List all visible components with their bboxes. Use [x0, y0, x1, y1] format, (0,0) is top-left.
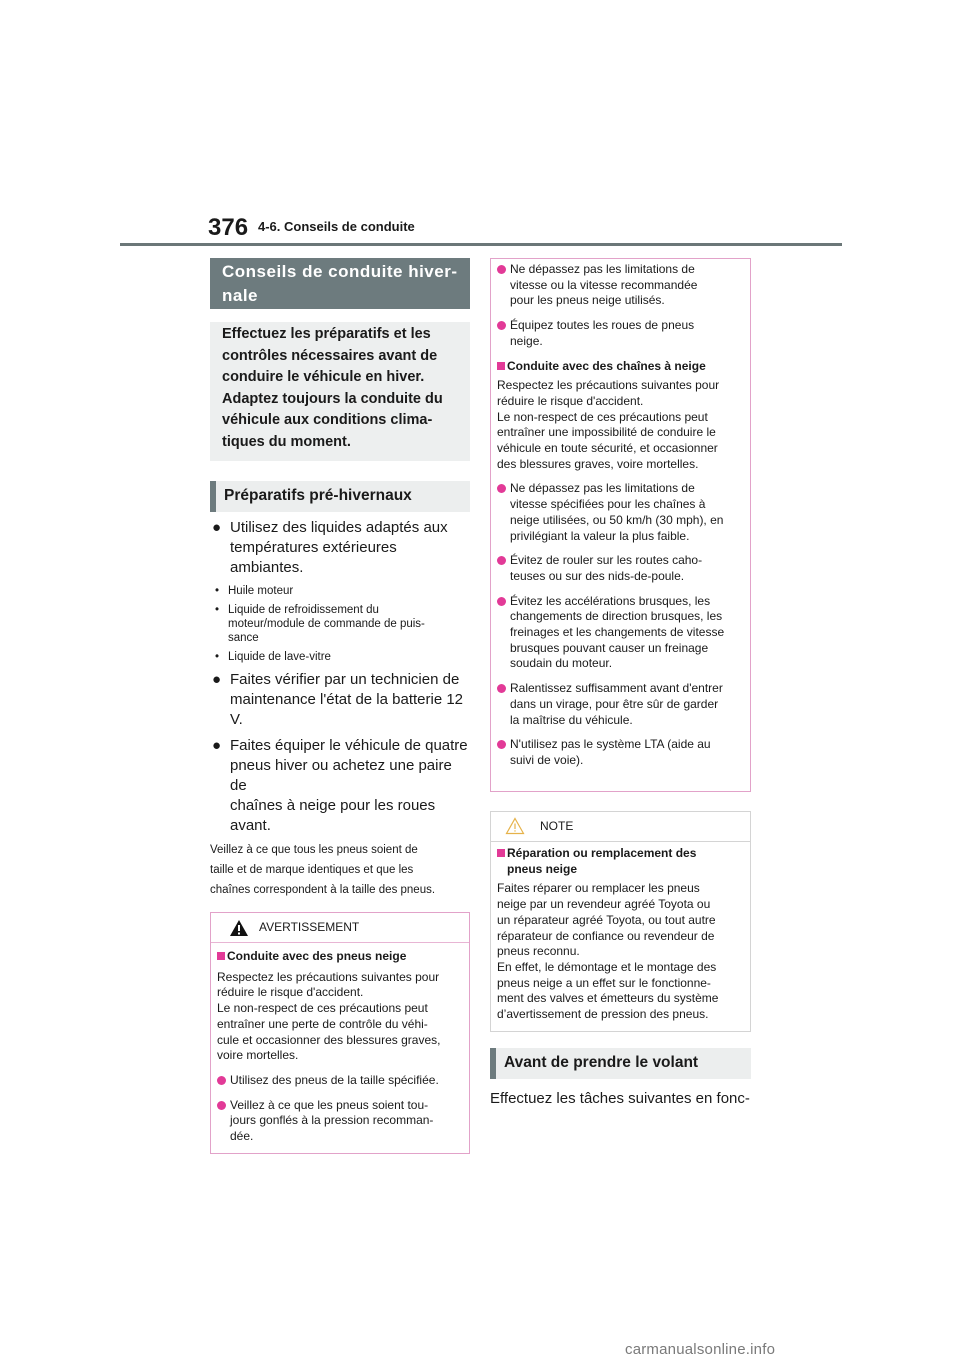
chains-bullet-line: la maîtrise du véhicule. [510, 712, 633, 727]
note-line: ment des valves et émetteurs du système [497, 991, 719, 1006]
small-bullet-icon: • [215, 604, 220, 616]
list-item [210, 603, 470, 645]
small-bullet-icon: • [215, 651, 220, 663]
chains-bullet-line: suivi de voie). [510, 752, 584, 767]
chains-bullet-line: soudain du moteur. [510, 656, 613, 671]
note-line: En effet, le démontage et le montage des [497, 959, 717, 974]
warning-bullet-line: pour les pneus neige utilisés. [510, 293, 665, 308]
warning-text [217, 970, 461, 1064]
chains-bullet-line: Évitez de rouler sur les routes caho- [510, 553, 703, 568]
bullet-line: Faites vérifier par un technicien de [230, 671, 460, 688]
warning-line: réduire le risque d'accident. [217, 985, 364, 1000]
tail-text: Effectuez les tâches suivantes en fonc- [490, 1089, 750, 1107]
page-number: 376 [208, 214, 249, 241]
warning-header [211, 913, 469, 943]
warning-bullet-line: vitesse ou la vitesse recommandée [510, 277, 698, 292]
paragraph-line: taille et de marque identiques et que les [210, 864, 414, 876]
note-line: pneus reconnu. [497, 944, 580, 959]
intro-line: tiques du moment. [222, 433, 351, 450]
chains-bullet-line: Évitez les accélérations brusques, les [510, 593, 711, 608]
note-line: d’avertissement de pression des pneus. [497, 1007, 709, 1022]
note-line: Faites réparer ou remplacer les pneus [497, 881, 700, 896]
section-title-line: nale [222, 286, 259, 305]
pink-dot-icon [497, 556, 506, 565]
list-item-line: Liquide de refroidissement du [228, 604, 379, 616]
note-text [497, 881, 742, 1022]
section-title-line: Conseils de conduite hiver- [222, 262, 458, 281]
chains-bullet-line: privilégiant la valeur la plus faible. [510, 528, 690, 543]
warning-bullet-line: neige. [510, 333, 543, 348]
warning-line: voire mortelles. [217, 1048, 299, 1063]
chains-bullet-line: changements de direction brusques, les [510, 609, 723, 624]
paragraph-line: Veillez à ce que tous les pneus soient de [210, 844, 418, 856]
chains-bullet-line: dans un virage, pour être sûr de garder [510, 696, 719, 711]
chains-text [497, 378, 742, 472]
caution-triangle-icon [505, 817, 525, 835]
bullet-line: maintenance l'état de la batterie 12 [230, 691, 464, 708]
bullet-line: températures extérieures ambiantes. [230, 539, 397, 576]
chains-bullet-line: brusques pouvant causer un freinage [510, 640, 709, 655]
intro-line: conduire le véhicule en hiver. [222, 369, 425, 386]
list-item-line: Huile moteur [228, 585, 294, 597]
bullet-line: pneus hiver ou achetez une paire de [230, 757, 452, 794]
pink-dot-icon [497, 684, 506, 693]
list-item [210, 650, 470, 664]
note-heading-line: pneus neige [507, 861, 578, 876]
note-label: NOTE [540, 819, 574, 833]
intro-line: Effectuez les préparatifs et les [222, 326, 431, 342]
bullet-dot-icon: ● [212, 519, 222, 536]
chains-bullet [497, 553, 742, 584]
chains-bullet [497, 737, 742, 768]
warning-bullet-line: Équipez toutes les roues de pneus [510, 318, 695, 333]
bullet-line: V. [230, 711, 243, 728]
section-label: 4-6. Conseils de conduite [258, 219, 415, 234]
chains-line: réduire le risque d'accident. [497, 393, 644, 408]
chains-bullet-line: Ralentissez suffisamment avant d'entrer [510, 681, 723, 696]
left-column [210, 258, 470, 1154]
intro-line: contrôles nécessaires avant de [222, 347, 438, 364]
chains-bullet-line: vitesse spécifiées pour les chaînes à [510, 497, 706, 512]
warning-body [211, 943, 469, 1153]
warning-bullet [217, 1098, 461, 1145]
bullet-line: Faites équiper le véhicule de quatre [230, 737, 468, 754]
chains-line: Respectez les précautions suivantes pour [497, 378, 720, 393]
pink-square-icon [217, 952, 225, 960]
subheading-before-driving: Avant de prendre le volant [490, 1048, 751, 1079]
warning-heading-text: Conduite avec des pneus neige [227, 949, 407, 963]
small-bullet-icon: • [215, 585, 220, 597]
chains-bullet-line: N'utilisez pas le système LTA (aide au [510, 737, 711, 752]
note-line: réparateur de confiance ou revendeur de [497, 928, 715, 943]
intro-line: véhicule aux conditions clima- [222, 412, 433, 429]
warning-continued-box [490, 258, 751, 792]
warning-bullet [497, 318, 742, 349]
note-line: neige par un revendeur agréé Toyota ou [497, 897, 711, 912]
fluid-list [210, 584, 470, 664]
list-item-line: sance [228, 632, 259, 644]
chains-line: des blessures graves, voire mortelles. [497, 456, 699, 471]
chains-bullet-line: Ne dépassez pas les limitations de [510, 481, 695, 496]
note-line: un réparateur agréé Toyota, ou tout autre [497, 912, 716, 927]
bullet-tyres [210, 736, 470, 836]
chains-bullet-line: freinages et les changements de vitesse [510, 625, 725, 640]
warning-heading [217, 949, 461, 965]
chains-line: véhicule en toute sécurité, et occasionner [497, 441, 718, 456]
bullet-line: chaînes à neige pour les roues [230, 797, 436, 814]
right-column [490, 258, 751, 1109]
chains-bullet [497, 594, 742, 673]
chains-bullet [497, 481, 742, 544]
bullet-dot-icon: ● [212, 737, 222, 754]
chains-bullet-line: neige utilisées, ou 50 km/h (30 mph), en [510, 512, 724, 527]
chains-line: entraîner une impossibilité de conduire le [497, 425, 716, 440]
subheading-preparations: Préparatifs pré-hivernaux [210, 481, 470, 512]
pink-dot-icon [217, 1101, 226, 1110]
pink-dot-icon [497, 265, 506, 274]
warning-line: entraîner une perte de contrôle du véhi- [217, 1016, 428, 1031]
tyre-paragraph [210, 840, 470, 900]
bullet-battery [210, 670, 470, 730]
bullet-dot-icon: ● [212, 671, 222, 688]
watermark: carmanualsonline.info [625, 1341, 776, 1358]
bullet-line: avant. [230, 817, 271, 834]
section-title-box [210, 258, 470, 309]
chains-heading [497, 359, 742, 375]
warning-bullet-line: jours gonflés à la pression recomman- [230, 1113, 434, 1128]
chains-bullet [497, 681, 742, 728]
note-body [491, 842, 750, 1031]
bullet-fluids [210, 518, 470, 578]
note-heading-line: Réparation ou remplacement des [507, 846, 697, 860]
warning-bullet [497, 262, 742, 309]
pink-dot-icon [497, 484, 506, 493]
intro-box [210, 322, 470, 461]
pink-dot-icon [497, 740, 506, 749]
warning-line: cule et occasionner des blessures graves, [217, 1032, 441, 1047]
bullet-line: Utilisez des liquides adaptés aux [230, 519, 448, 536]
warning-continued-body [491, 259, 750, 777]
warning-box [210, 912, 470, 1154]
chains-bullet-line: teuses ou sur des nids-de-poule. [510, 568, 685, 583]
header-rule [120, 243, 842, 246]
chains-line: Le non-respect de ces précautions peut [497, 409, 708, 424]
pink-square-icon [497, 362, 505, 370]
warning-line: Le non-respect de ces précautions peut [217, 1001, 428, 1016]
warning-bullet-line: Veillez à ce que les pneus soient tou- [230, 1097, 429, 1112]
note-box [490, 811, 751, 1032]
list-item [210, 584, 470, 598]
paragraph-line: chaînes correspondent à la taille des pneus. [210, 884, 436, 896]
warning-label: AVERTISSEMENT [259, 920, 360, 934]
note-header [491, 812, 750, 842]
pink-square-icon [497, 849, 505, 857]
warning-bullet-line: Ne dépassez pas les limitations de [510, 262, 695, 276]
chains-heading-text: Conduite avec des chaînes à neige [507, 358, 706, 373]
list-item-line: Liquide de lave-vitre [228, 651, 331, 663]
warning-line: Respectez les précautions suivantes pour [217, 969, 440, 984]
note-heading [497, 846, 742, 877]
warning-bullet-line: dée. [230, 1129, 254, 1144]
note-line: pneus neige a un effet sur le fonctionne- [497, 975, 711, 990]
warning-triangle-icon [229, 919, 249, 937]
list-item-line: moteur/module de commande de puis- [228, 618, 425, 630]
warning-bullet-line: Utilisez des pneus de la taille spécifiée. [230, 1072, 439, 1087]
pink-dot-icon [217, 1076, 226, 1085]
pink-dot-icon [497, 597, 506, 606]
intro-line: Adaptez toujours la conduite du [222, 390, 443, 407]
pink-dot-icon [497, 321, 506, 330]
warning-bullet [217, 1073, 461, 1089]
